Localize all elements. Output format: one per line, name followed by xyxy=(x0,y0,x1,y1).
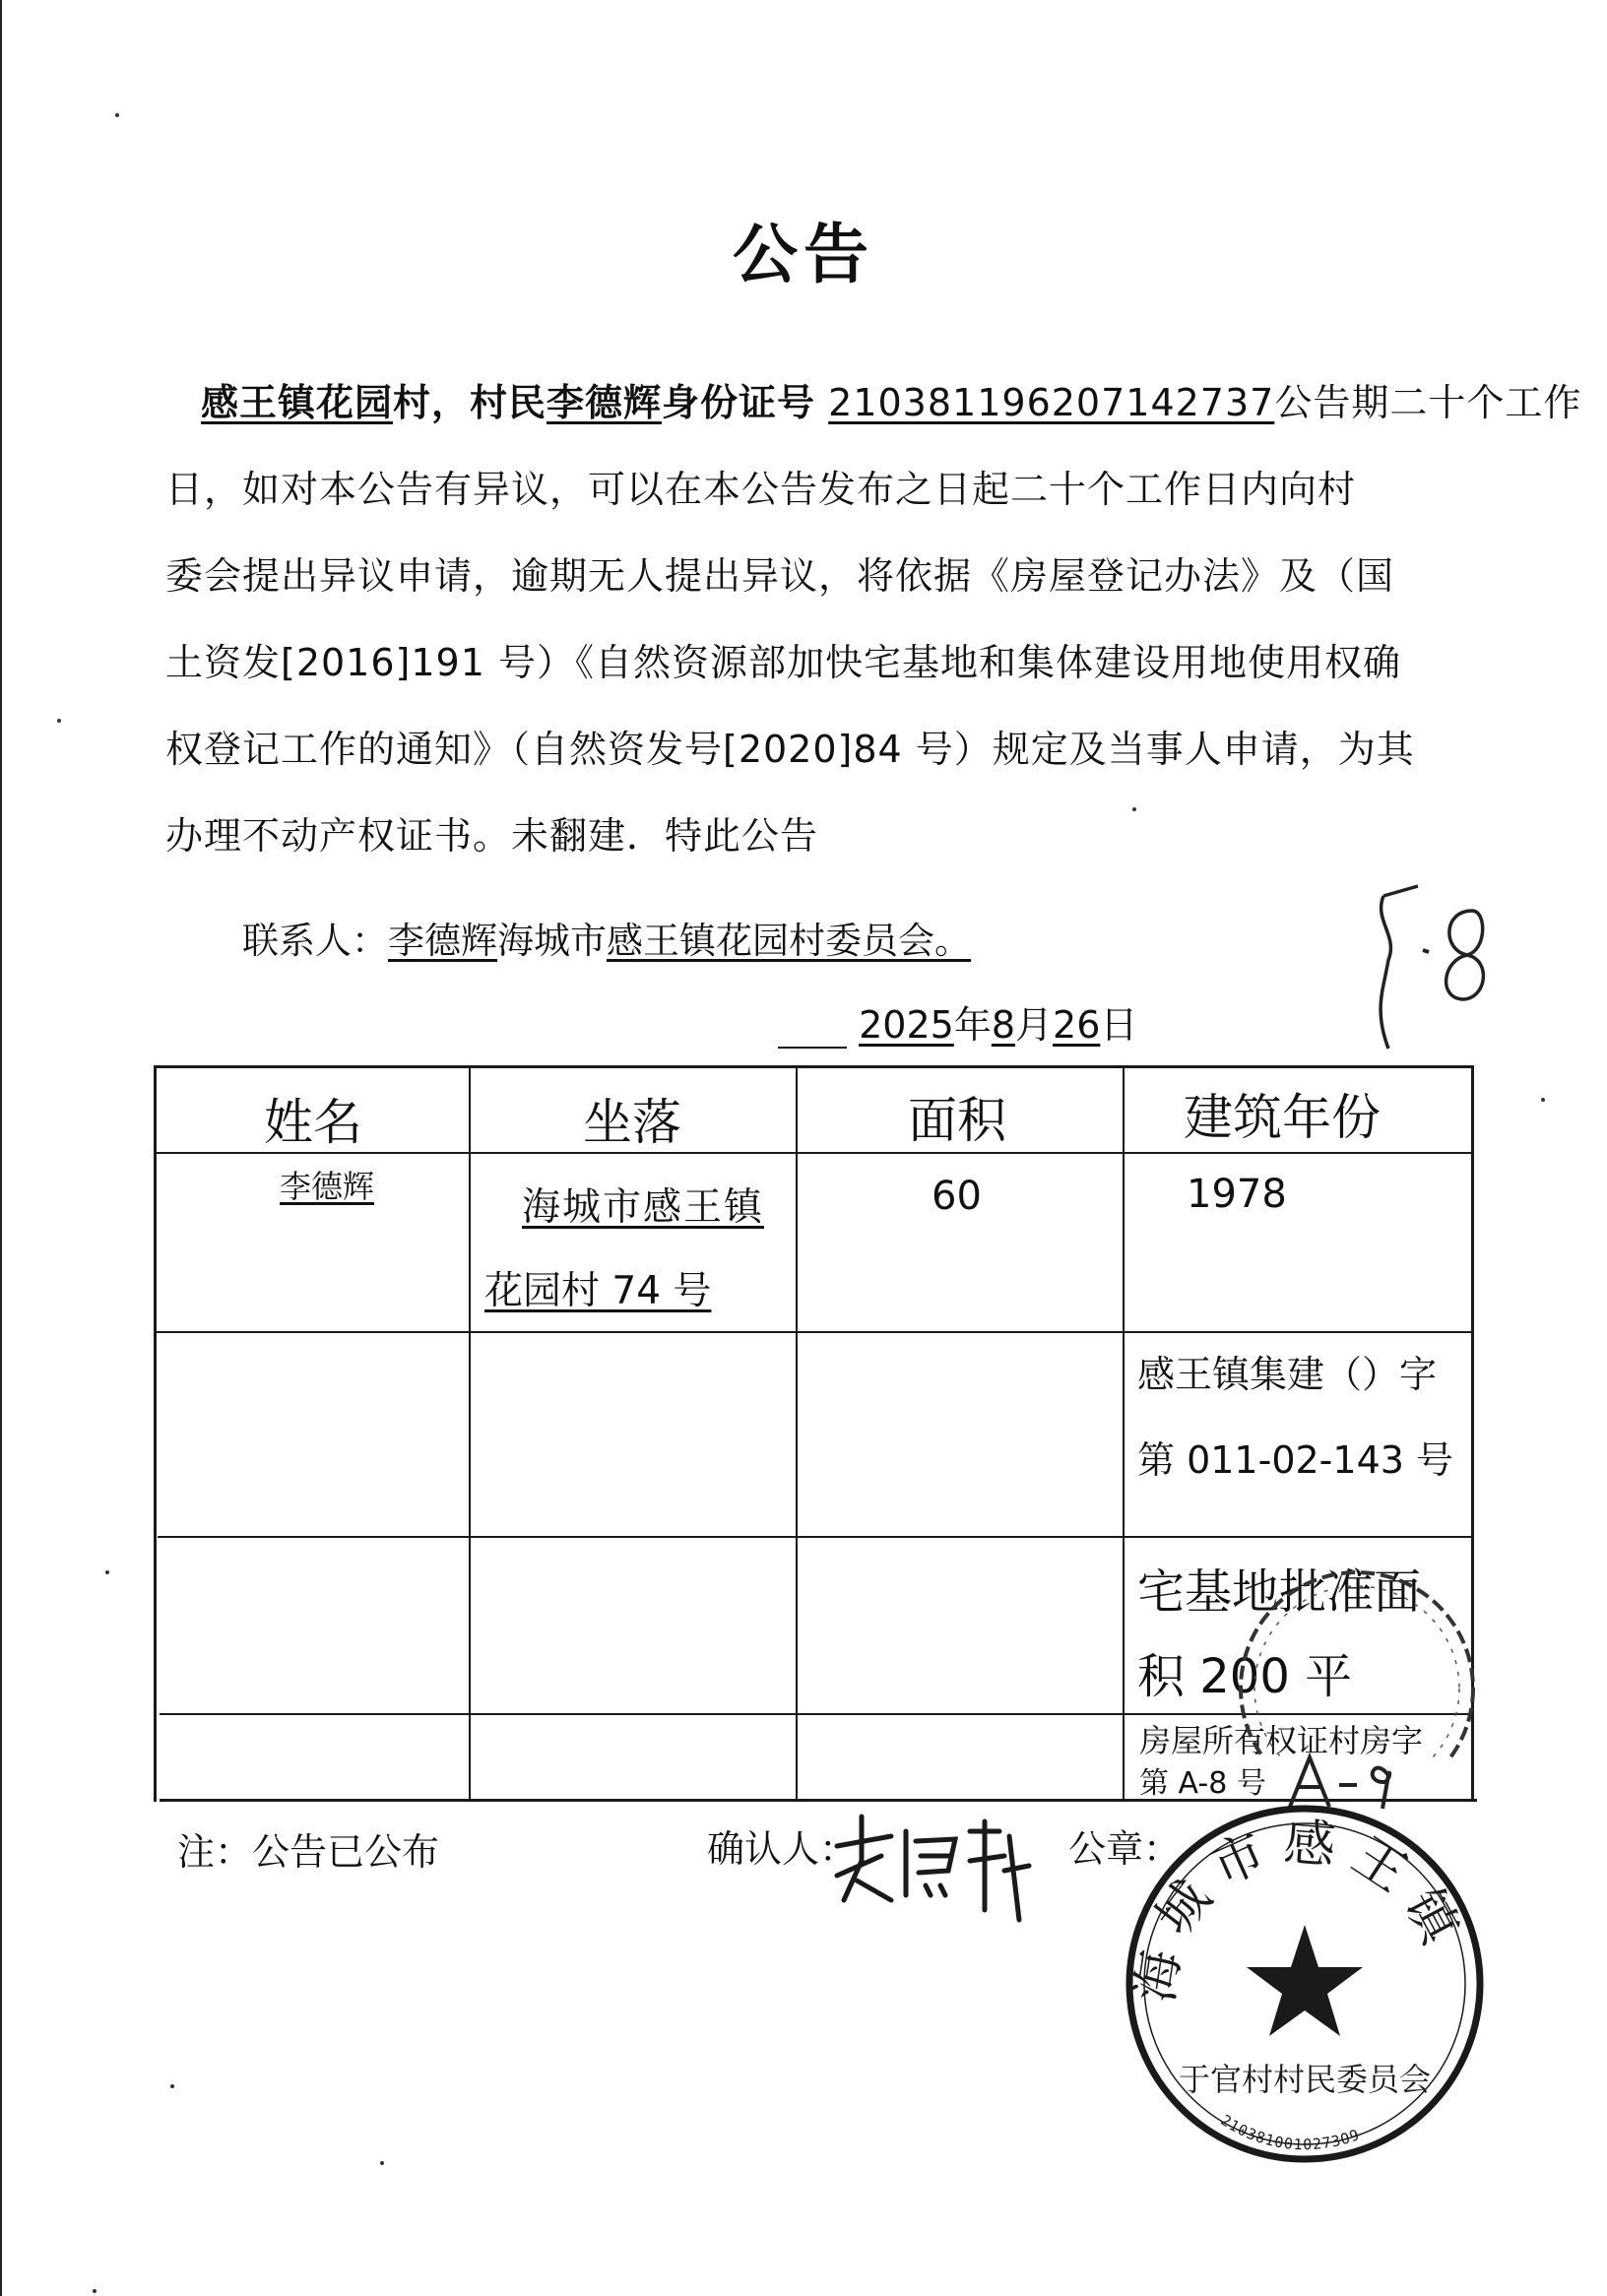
header-build-year: 建筑年份 xyxy=(1184,1089,1381,1146)
village-name: 感王镇花园 xyxy=(201,381,394,424)
cell-location-line1: 海城市感王镇 xyxy=(522,1185,765,1230)
svg-text:2103810010273O9: 2103810010273O9 xyxy=(1217,2111,1363,2154)
scan-speck xyxy=(1132,807,1136,811)
notice-paragraph xyxy=(165,359,1582,879)
table-rule-row2 xyxy=(158,1536,1473,1538)
cell-homestead-line1: 宅基地批准面 xyxy=(1137,1564,1422,1620)
table-col-rule-3 xyxy=(1123,1065,1125,1802)
cell-name: 李德辉 xyxy=(280,1168,375,1205)
notice-date xyxy=(778,994,1137,1049)
contact-line xyxy=(242,911,971,964)
scan-speck xyxy=(93,2289,96,2293)
notice-line-6: 办理不动产权证书。未翻建．特此公告 xyxy=(165,814,819,858)
notice-line-5: 权登记工作的通知》（自然资发号[2020]84 号）规定及当事人申请，为其 xyxy=(165,728,1415,771)
footer-note: 注：公告已公布 xyxy=(177,1830,440,1874)
notice-line-1 xyxy=(165,359,1582,446)
cell-permit-line2: 第 011-02-143 号 xyxy=(1137,1438,1453,1482)
notice-line-3: 委会提出异议申请，逾期无人提出异议，将依据《房屋登记办法》及（国 xyxy=(165,554,1395,598)
table-border-left xyxy=(154,1065,157,1802)
svg-text:于官村村民委员会: 于官村村民委员会 xyxy=(1178,2061,1432,2098)
cell-build-year: 1978 xyxy=(1187,1172,1287,1217)
cell-ownership-line1: 房屋所有权证村房字 xyxy=(1139,1722,1424,1759)
scan-speck xyxy=(115,113,119,117)
scan-speck xyxy=(380,2161,384,2165)
header-area: 面积 xyxy=(908,1092,1006,1149)
date-year: 2025 xyxy=(859,1003,954,1047)
handwritten-margin-mark xyxy=(1364,881,1502,1058)
cell-location-line2: 花园村 74 号 xyxy=(484,1269,712,1313)
scan-speck xyxy=(170,2084,174,2088)
notice-text-1: 村，村民 xyxy=(393,381,547,424)
seal-label: 公章： xyxy=(1068,1827,1182,1871)
header-name: 姓名 xyxy=(264,1094,362,1151)
date-day: 26 xyxy=(1053,1003,1101,1047)
notice-line-4: 土资发[2016]191 号）《自然资源部加快宅基地和集体建设用地使用权确 xyxy=(165,641,1401,684)
page-title: 公告 xyxy=(733,217,874,292)
date-month-unit: 月 xyxy=(1015,1003,1054,1047)
contact-org: 感王镇花园村委员会。 xyxy=(607,920,971,962)
contact-org-prefix: 海城市 xyxy=(497,920,607,962)
scan-speck xyxy=(1541,1098,1545,1102)
contact-label: 联系人： xyxy=(242,920,388,962)
table-rule-row1 xyxy=(156,1331,1473,1333)
date-blank xyxy=(778,1011,847,1049)
cell-area: 60 xyxy=(932,1174,982,1219)
notice-text-2: 身份证号 xyxy=(662,381,816,424)
official-seal xyxy=(1113,1787,1497,2171)
page-left-border xyxy=(0,0,2,2296)
confirm-label: 确认人： xyxy=(707,1827,858,1871)
scan-speck xyxy=(105,1570,109,1574)
date-year-unit: 年 xyxy=(953,1003,992,1047)
notice-line-2: 日，如对本公告有异议，可以在本公告发布之日起二十个工作日内向村 xyxy=(165,468,1357,511)
notice-text-3: 公告期二十个工作 xyxy=(1274,381,1582,424)
cell-permit-line1: 感王镇集建（）字 xyxy=(1137,1353,1438,1396)
partial-seal-upper xyxy=(1209,1561,1485,1757)
scan-speck xyxy=(57,719,61,723)
cell-homestead-line2: 积 200 平 xyxy=(1137,1649,1353,1704)
table-col-rule-2 xyxy=(796,1065,798,1802)
date-day-unit: 日 xyxy=(1100,1003,1138,1047)
date-month: 8 xyxy=(991,1003,1016,1047)
svg-text:海城市感王镇: 海城市感王镇 xyxy=(1125,1813,1476,2007)
table-border-top xyxy=(154,1065,1473,1068)
handwritten-signature xyxy=(822,1802,1034,1930)
cell-ownership-line2: 第 A-8 号 xyxy=(1139,1766,1266,1801)
header-location: 坐落 xyxy=(583,1094,681,1151)
table-col-rule-1 xyxy=(469,1065,471,1802)
resident-name: 李德辉 xyxy=(546,381,663,424)
contact-person: 李德辉 xyxy=(388,920,497,962)
id-number: 210381196207142737 xyxy=(828,381,1275,424)
